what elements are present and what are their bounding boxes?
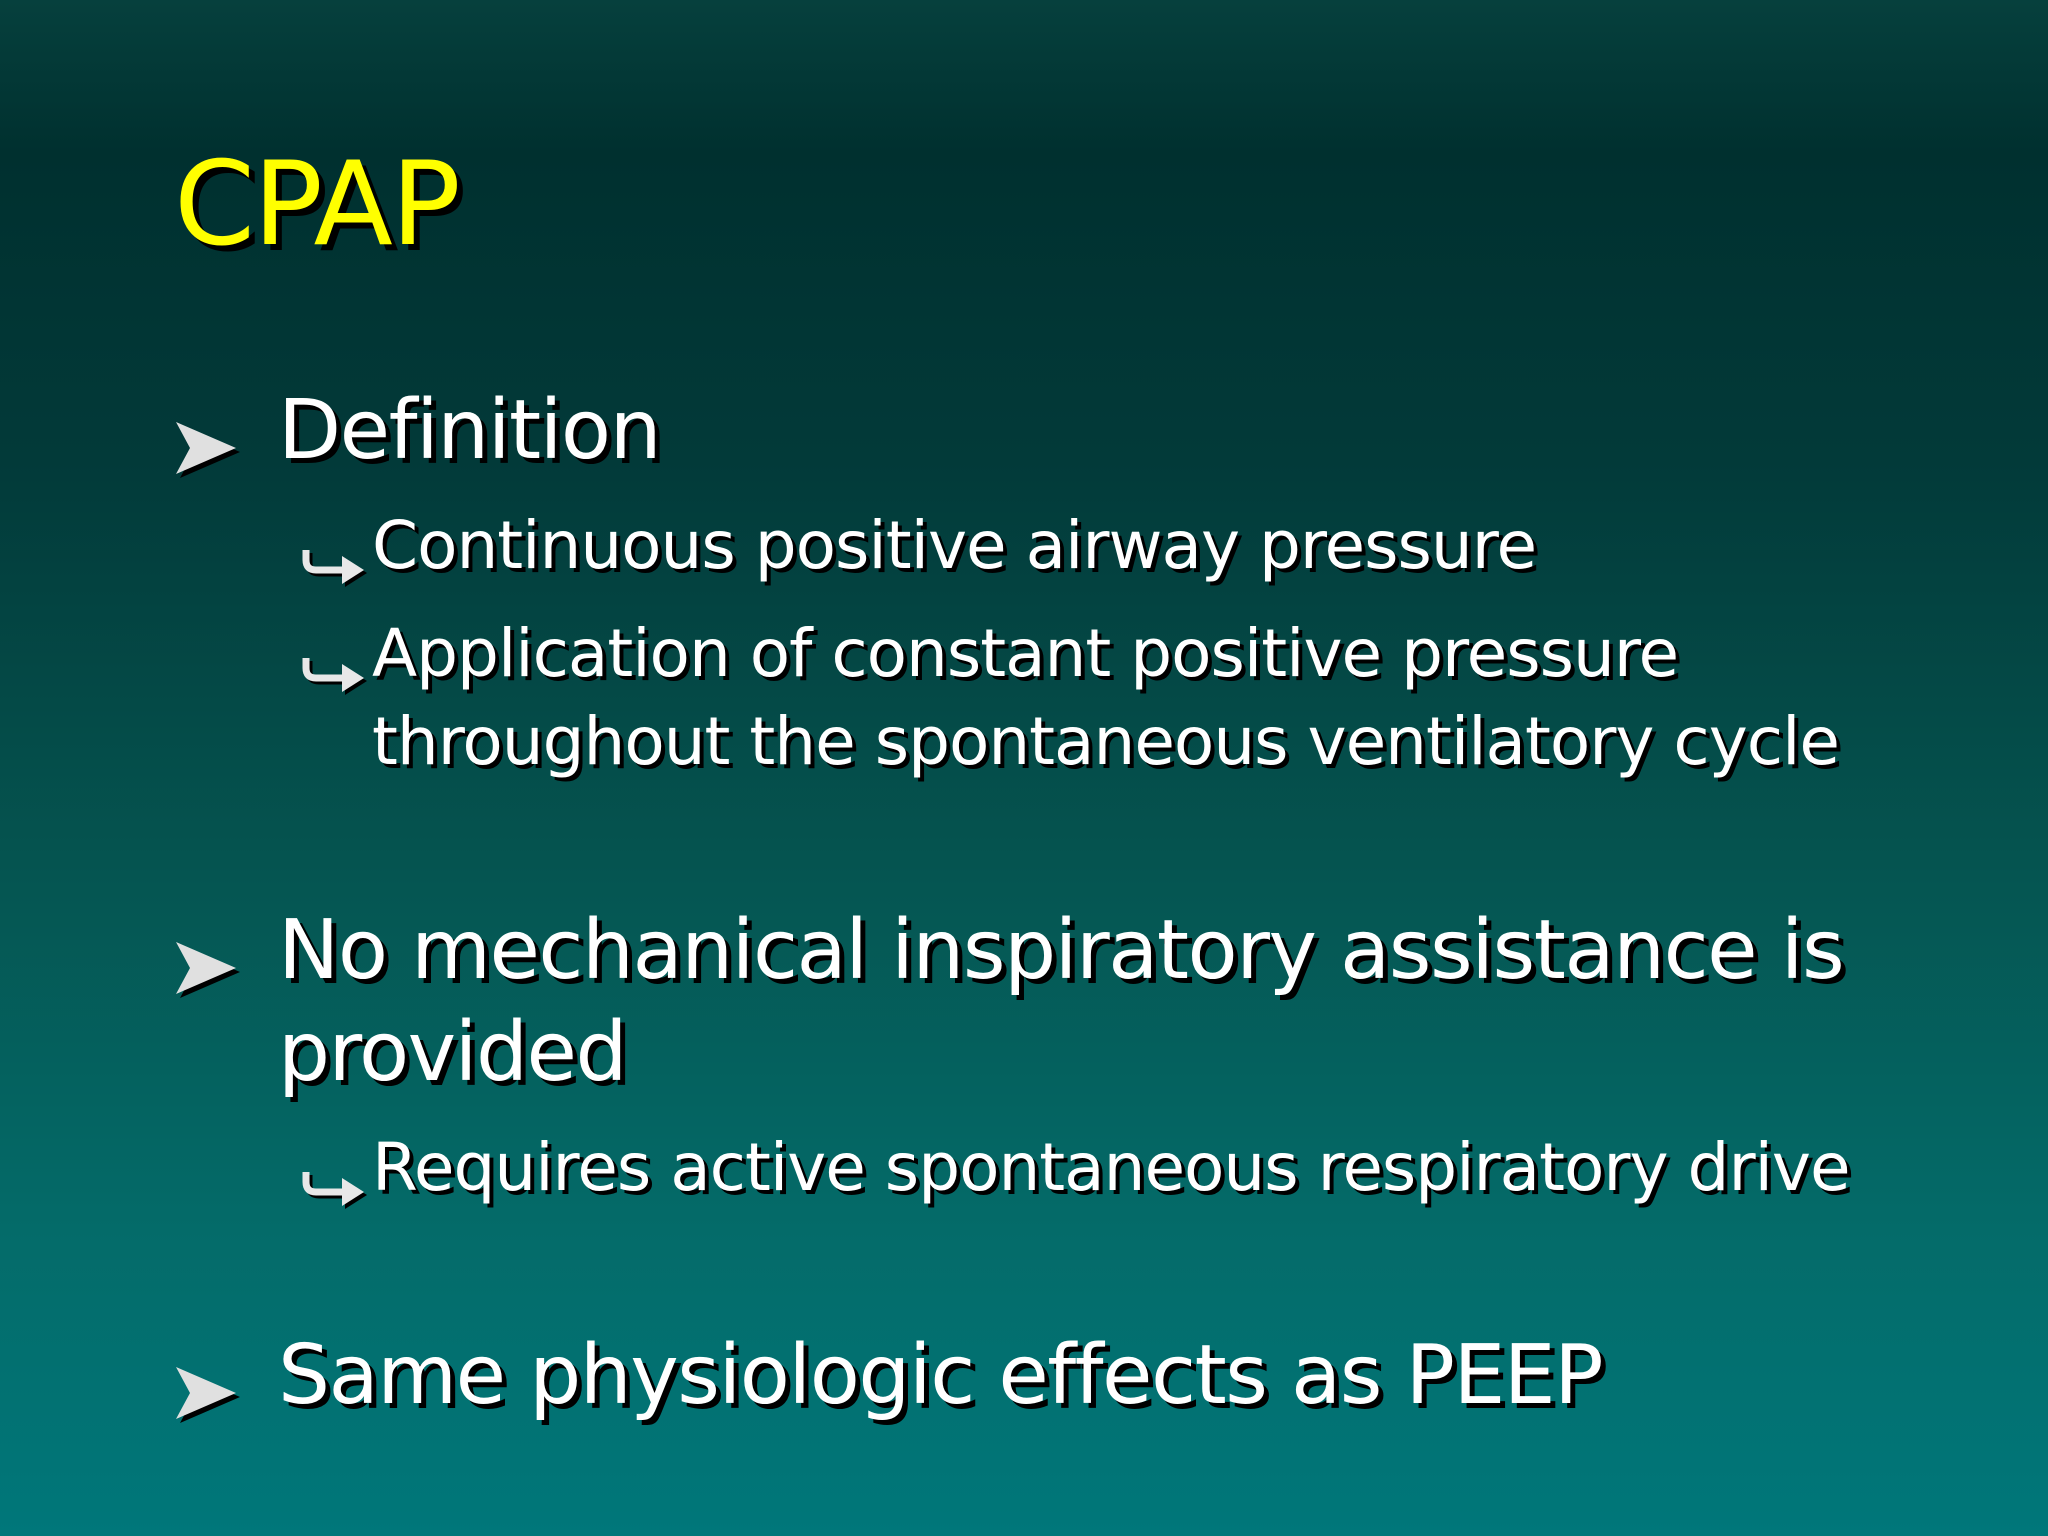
bullet-item-same-physiologic-effects [176, 1325, 1976, 1427]
subitem-requires-active-spontaneous-respiratory-drive [300, 1124, 2000, 1212]
hook-arrow-icon [300, 524, 368, 568]
bullet-text: Definition [278, 383, 661, 478]
arrowhead-icon [176, 400, 236, 460]
arrowhead-icon [176, 920, 236, 980]
bullet-item-no-mechanical-inspiratory-assistance [176, 900, 1976, 1104]
subitem-continuous-positive-airway-pressure [300, 502, 2000, 590]
subitem-application-of-constant-positive-pressure [300, 610, 2000, 786]
slide-title: CPAP [174, 137, 459, 272]
bullet-text: Same physiologic effects as PEEP [278, 1328, 1603, 1423]
hook-arrow-icon [300, 1146, 368, 1190]
arrowhead-icon [176, 1345, 236, 1405]
hook-arrow-icon [300, 632, 368, 676]
bullet-text: No mechanical inspiratory assistance is provided [278, 903, 1844, 1100]
subitem-text: Requires active spontaneous respiratory drive [372, 1129, 1850, 1206]
subitem-text: Continuous positive airway pressure [372, 507, 1537, 584]
bullet-item-definition [176, 380, 1976, 482]
subitem-text: Application of constant positive pressure throughout the spontaneous ventilatory cycle [372, 615, 1840, 780]
